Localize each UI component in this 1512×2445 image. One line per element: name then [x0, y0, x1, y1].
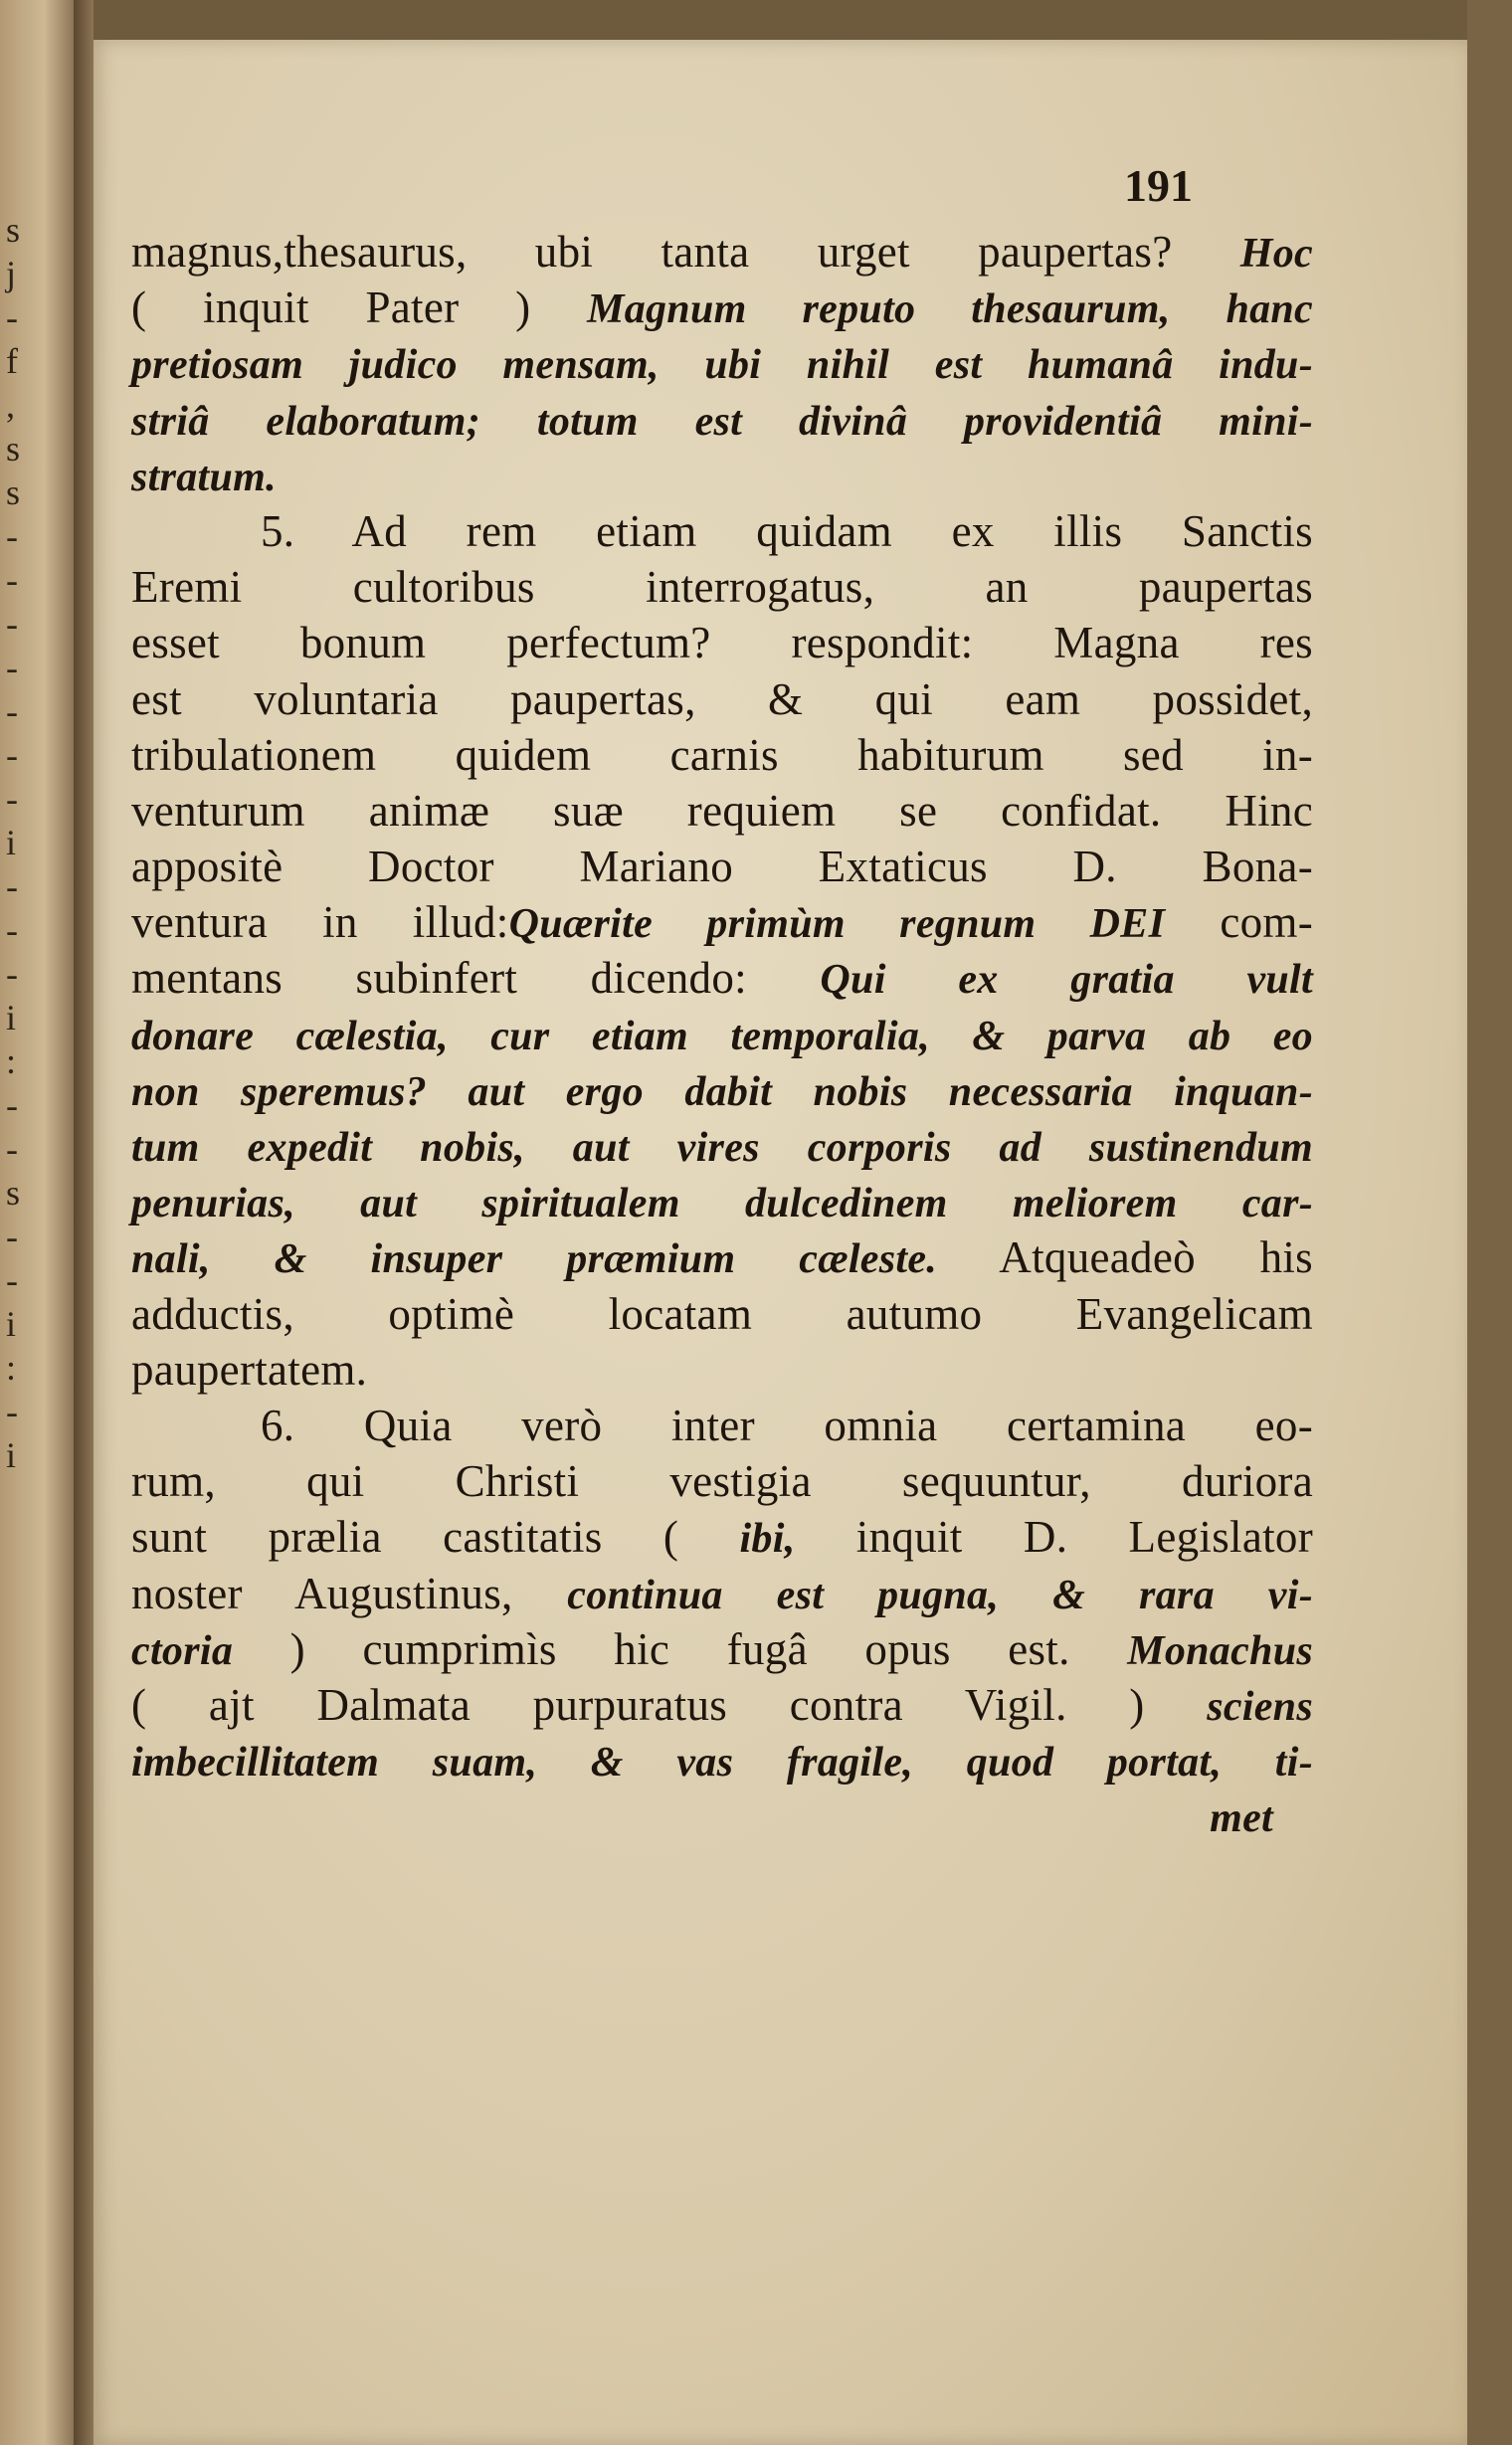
- italic-text: striâ elaboratum; totum est divinâ providentiâ mini-: [131, 398, 1313, 445]
- roman-text: venturum animæ suæ requiem se confidat. Hinc: [131, 785, 1313, 836]
- italic-text: pretiosam judico mensam, ubi nihil est humanâ indu-: [131, 342, 1313, 389]
- roman-text: Eremi cultoribus interrogatus, an paupertas: [131, 562, 1313, 613]
- facing-page-mark: i: [6, 823, 17, 862]
- roman-text: noster Augustinus,: [131, 1568, 568, 1618]
- text-line: [131, 335, 1313, 391]
- facing-page-mark: s: [6, 210, 21, 250]
- roman-text: appositè Doctor Mariano Extaticus D. Bona-: [131, 842, 1313, 892]
- facing-page-mark: j: [6, 254, 17, 293]
- italic-text: continua est pugna, & rara vi-: [567, 1572, 1314, 1618]
- roman-text: tribulationem quidem carnis habiturum sed in-: [131, 729, 1313, 780]
- roman-text: ) cumprimìs hic fugâ opus est.: [233, 1623, 1128, 1674]
- facing-page-mark: i: [6, 1304, 17, 1344]
- facing-page-mark: -: [6, 691, 18, 731]
- text-line: [131, 1118, 1313, 1174]
- italic-text: penurias, aut spiritualem dulcedinem meliorem car-: [131, 1181, 1313, 1227]
- page-number: 191: [1124, 160, 1193, 211]
- italic-text: ctoria: [131, 1627, 234, 1674]
- italic-text: non speremus? aut ergo dabit nobis necessaria inquan-: [131, 1068, 1313, 1115]
- roman-text: ( ajt Dalmata purpuratus contra Vigil. ): [131, 1679, 1208, 1730]
- facing-page-mark: i: [6, 998, 17, 1037]
- text-line: [131, 280, 1313, 335]
- facing-page-mark: ,: [6, 385, 15, 425]
- text-line: [131, 783, 1313, 839]
- facing-page-mark: -: [6, 1217, 18, 1256]
- facing-page-mark: -: [6, 648, 18, 687]
- roman-text: 5. Ad rem etiam quidam ex illis Sanctis: [261, 505, 1313, 556]
- facing-page-mark: -: [6, 1260, 18, 1300]
- text-line: [131, 448, 1313, 503]
- facing-page-edge: [0, 0, 74, 2445]
- text-line: [131, 1174, 1313, 1229]
- roman-text: mentans subinfert dicendo:: [131, 953, 821, 1004]
- text-line: [131, 894, 1313, 950]
- facing-page-mark: :: [6, 1348, 17, 1388]
- italic-text: sciens: [1207, 1683, 1313, 1730]
- facing-page-mark: s: [6, 472, 21, 512]
- italic-text: met: [1210, 1795, 1273, 1842]
- italic-text: Quærite primùm regnum DEI: [508, 901, 1166, 948]
- italic-text: ibi,: [739, 1516, 796, 1563]
- facing-page-mark: -: [6, 1129, 18, 1169]
- facing-page-mark: -: [6, 560, 18, 600]
- text-line: [131, 950, 1313, 1006]
- facing-page-mark: i: [6, 1435, 17, 1475]
- italic-text: stratum.: [131, 454, 277, 500]
- text-line: [131, 1342, 1313, 1398]
- facing-page-mark: -: [6, 954, 18, 994]
- roman-text: est voluntaria paupertas, & qui eam possidet,: [131, 673, 1313, 724]
- roman-text: inquit D. Legislator: [795, 1512, 1314, 1563]
- text-line: [131, 727, 1313, 783]
- text-line: [131, 559, 1313, 615]
- book-gutter: [74, 0, 94, 2445]
- italic-text: donare cælestia, cur etiam temporalia, & parva ab eo: [131, 1013, 1313, 1059]
- text-line: [131, 224, 1313, 280]
- roman-text: paupertatem.: [131, 1344, 368, 1395]
- roman-text: com-: [1165, 897, 1313, 948]
- roman-text: rum, qui Christi vestigia sequuntur, duriora: [131, 1456, 1313, 1507]
- text-line: [131, 1062, 1313, 1118]
- text-line: [131, 1733, 1313, 1788]
- text-line: [131, 671, 1313, 727]
- roman-text: sunt prælia castitatis (: [131, 1512, 740, 1563]
- roman-text: magnus,thesaurus, ubi tanta urget paupertas?: [131, 227, 1240, 277]
- roman-text: Atqueadeò his: [937, 1232, 1313, 1283]
- roman-text: adductis, optimè locatam autumo Evangelicam: [131, 1288, 1313, 1339]
- facing-page-mark: -: [6, 779, 18, 819]
- text-line: [131, 615, 1313, 670]
- text-line: [131, 1229, 1313, 1285]
- text-line: [131, 503, 1313, 559]
- facing-page-mark: -: [6, 910, 18, 950]
- body-text: [131, 224, 1313, 1844]
- text-line: [131, 1566, 1313, 1621]
- facing-page-mark: -: [6, 735, 18, 775]
- italic-text: tum expedit nobis, aut vires corporis ad sustinendum: [131, 1125, 1313, 1171]
- facing-page-mark: -: [6, 516, 18, 556]
- text-line: [131, 1509, 1313, 1565]
- text-line: [131, 1286, 1313, 1342]
- facing-page-mark: -: [6, 297, 18, 337]
- text-line: [131, 839, 1313, 894]
- text-line: [131, 392, 1313, 448]
- roman-text: ventura in illud:: [131, 897, 509, 948]
- italic-text: Qui ex gratia vult: [820, 957, 1313, 1004]
- text-line: [131, 1453, 1313, 1509]
- text-line: [131, 1621, 1313, 1677]
- facing-page-mark: -: [6, 1392, 18, 1431]
- facing-page-mark: -: [6, 1085, 18, 1125]
- facing-page-mark: s: [6, 1173, 21, 1213]
- text-line: [131, 1007, 1313, 1062]
- page-edge: [1467, 0, 1512, 2445]
- text-line: [131, 1677, 1313, 1733]
- italic-text: Hoc: [1239, 231, 1313, 277]
- roman-text: ( inquit Pater ): [131, 282, 588, 333]
- text-line: [131, 1398, 1313, 1453]
- italic-text: Monachus: [1127, 1627, 1313, 1674]
- facing-page-mark: -: [6, 604, 18, 644]
- roman-text: esset bonum perfectum? respondit: Magna res: [131, 618, 1313, 668]
- facing-page-mark: -: [6, 866, 18, 906]
- facing-page-marks: [2, 0, 42, 2445]
- text-line: [131, 1788, 1313, 1844]
- facing-page-mark: s: [6, 429, 21, 469]
- facing-page-mark: f: [6, 341, 18, 381]
- italic-text: nali, & insuper præmium cæleste.: [131, 1236, 938, 1283]
- facing-page-mark: :: [6, 1041, 17, 1081]
- italic-text: imbecillitatem suam, & vas fragile, quod portat, ti-: [131, 1740, 1313, 1787]
- roman-text: 6. Quia verò inter omnia certamina eo-: [261, 1400, 1313, 1450]
- italic-text: Magnum reputo thesaurum, hanc: [587, 286, 1313, 333]
